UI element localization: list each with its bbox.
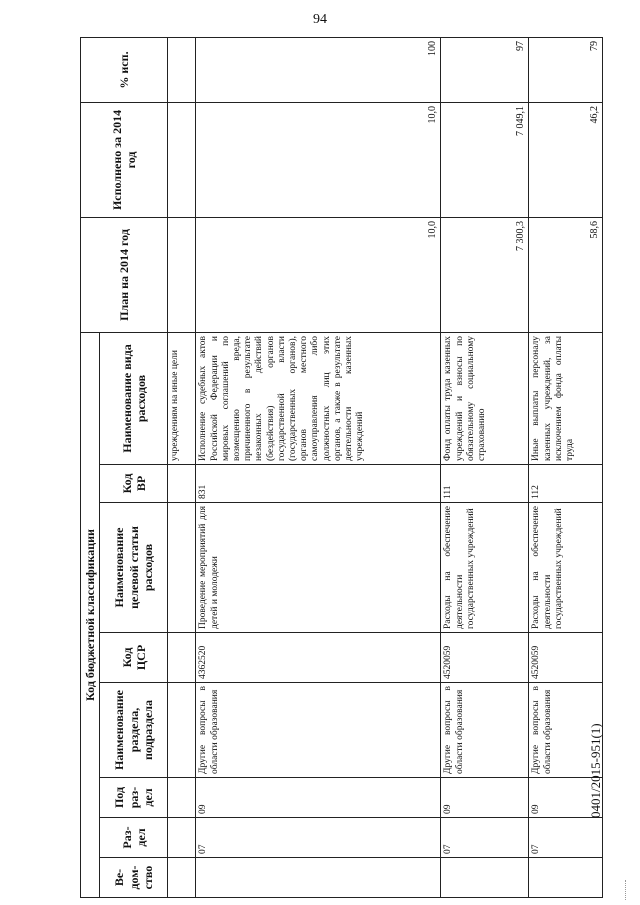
cell-vr <box>168 465 196 503</box>
cell-plan: 7 300,3 <box>441 217 529 332</box>
cell-vr: 831 <box>196 465 441 503</box>
table-row <box>196 37 441 897</box>
header-podrazdel: Под раз-дел <box>100 778 168 818</box>
cell-razdel-name: Другие вопросы в области образования <box>529 683 603 778</box>
cell-csr: 4362520 <box>196 633 441 683</box>
cell-fact: 7 049,1 <box>441 102 529 217</box>
document-code: 0401/2015-951(1) <box>588 723 603 818</box>
budget-table <box>80 37 603 898</box>
cell-vedomstvo <box>441 858 529 898</box>
header-vr: Код ВР <box>100 465 168 503</box>
cell-plan: 10,0 <box>196 217 441 332</box>
cell-podrazdel: 09 <box>196 778 441 818</box>
cell-plan <box>168 217 196 332</box>
header-plan: План на 2014 год <box>81 217 168 332</box>
table-row <box>441 37 529 897</box>
margin-mark <box>625 880 630 900</box>
cell-csr <box>168 633 196 683</box>
cell-vr-name: Иные выплаты персоналу казенных учреждений, за исключением фонда оплаты труда <box>529 332 603 464</box>
cell-razdel-name: Другие вопросы в области образования <box>441 683 529 778</box>
cell-csr-name <box>168 503 196 633</box>
cell-vedomstvo <box>196 858 441 898</box>
cell-pct: 100 <box>196 37 441 102</box>
rotated-table-container <box>80 38 610 898</box>
cell-podrazdel <box>168 778 196 818</box>
cell-vedomstvo <box>529 858 603 898</box>
group-header: Код бюджетной классификации <box>81 332 100 897</box>
cell-fact: 46,2 <box>529 102 603 217</box>
cell-razdel-name <box>168 683 196 778</box>
cell-razdel: 07 <box>441 818 529 858</box>
cell-plan: 58,6 <box>529 217 603 332</box>
header-pct: % исп. <box>81 37 168 102</box>
cell-vedomstvo <box>168 858 196 898</box>
cell-fact: 10,0 <box>196 102 441 217</box>
group-header-row <box>81 37 100 897</box>
cell-razdel-name: Другие вопросы в области образования <box>196 683 441 778</box>
cell-razdel <box>168 818 196 858</box>
cell-pct <box>168 37 196 102</box>
cell-vr-name: учреждениям на иные цели <box>168 332 196 464</box>
cell-csr: 4520059 <box>529 633 603 683</box>
cell-podrazdel: 09 <box>441 778 529 818</box>
cell-fact <box>168 102 196 217</box>
header-fact: Исполнено за 2014 год <box>81 102 168 217</box>
header-razdel: Раз-дел <box>100 818 168 858</box>
cell-razdel: 07 <box>196 818 441 858</box>
cell-csr: 4520059 <box>441 633 529 683</box>
cell-pct: 97 <box>441 37 529 102</box>
header-csr: Код ЦСР <box>100 633 168 683</box>
header-vr-name: Наименование вида расходов <box>100 332 168 464</box>
header-csr-name: Наименование целевой статьи расходов <box>100 503 168 633</box>
cell-csr-name: Расходы на обеспечение деятельности государственных учреждений <box>441 503 529 633</box>
cell-vr: 111 <box>441 465 529 503</box>
cell-vr-name: Фонд оплаты труда казенных учреждений и взносы по обязательному социальному страхованию <box>441 332 529 464</box>
header-vedomstvo: Ве-дом-ство <box>100 858 168 898</box>
cell-csr-name: Проведение мероприятий для детей и молодежи <box>196 503 441 633</box>
cell-pct: 79 <box>529 37 603 102</box>
page-number: 94 <box>313 12 327 27</box>
cell-csr-name: Расходы на обеспечение деятельности государственных учреждений <box>529 503 603 633</box>
cell-razdel: 07 <box>529 818 603 858</box>
header-razdel-name: Наименование раздела, подраздела <box>100 683 168 778</box>
cell-podrazdel: 09 <box>529 778 603 818</box>
table-row <box>168 37 196 897</box>
cell-vr: 112 <box>529 465 603 503</box>
cell-vr-name: Исполнение судебных актов Российской Федерации и мировых соглашений по возмещению вреда, причиненного в результате незаконных действий (бездействия) органов государственной власти (государственных органов), органов местного самоуправления либо должностных лиц этих органов, а также в результате деятельности казенных учреждений <box>196 332 441 464</box>
